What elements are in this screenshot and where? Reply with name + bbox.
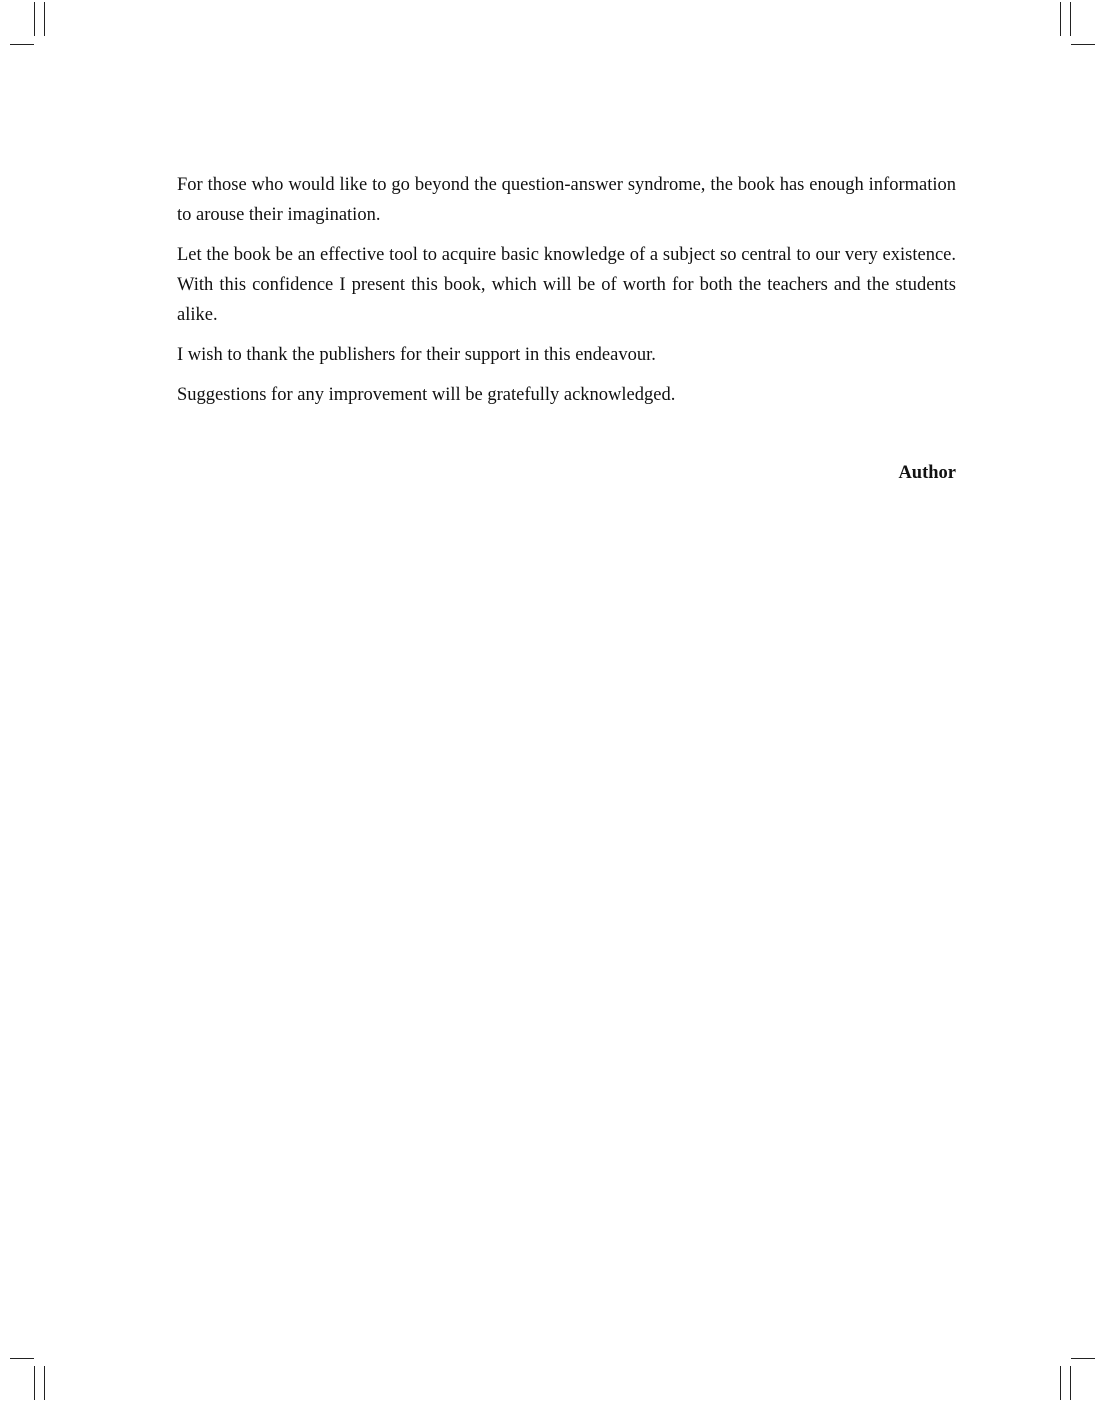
crop-mark-bottom-right-vertical-inner [1060,1366,1061,1400]
crop-mark-top-right-vertical-inner [1060,2,1061,36]
crop-mark-bottom-right-horizontal [1071,1358,1095,1359]
paragraph-imagination: For those who would like to go beyond the question-answer syndrome, the book has enough information to arouse their imagination. [177,175,956,225]
paragraph-effective-tool: Let the book be an effective tool to acquire basic knowledge of a subject so central to our very existence. With this confidence I present this book, which will be of worth for both the teachers and the students alike. [177,245,956,325]
crop-mark-top-left-vertical-inner [44,2,45,36]
crop-mark-top-left-horizontal [10,44,34,45]
crop-mark-top-right-vertical-outer [1070,2,1071,36]
paragraph-suggestions: Suggestions for any improvement will be gratefully acknowledged. [177,385,676,405]
crop-mark-top-left-vertical-outer [34,2,35,36]
crop-mark-bottom-left-horizontal [10,1358,34,1359]
crop-mark-bottom-right-vertical-outer [1070,1366,1071,1400]
crop-mark-bottom-left-vertical-outer [34,1366,35,1400]
crop-mark-bottom-left-vertical-inner [44,1366,45,1400]
paragraph-thanks: I wish to thank the publishers for their support in this endeavour. [177,345,656,365]
document-body [177,170,956,488]
author-signature: Author [898,463,956,483]
crop-mark-top-right-horizontal [1071,44,1095,45]
